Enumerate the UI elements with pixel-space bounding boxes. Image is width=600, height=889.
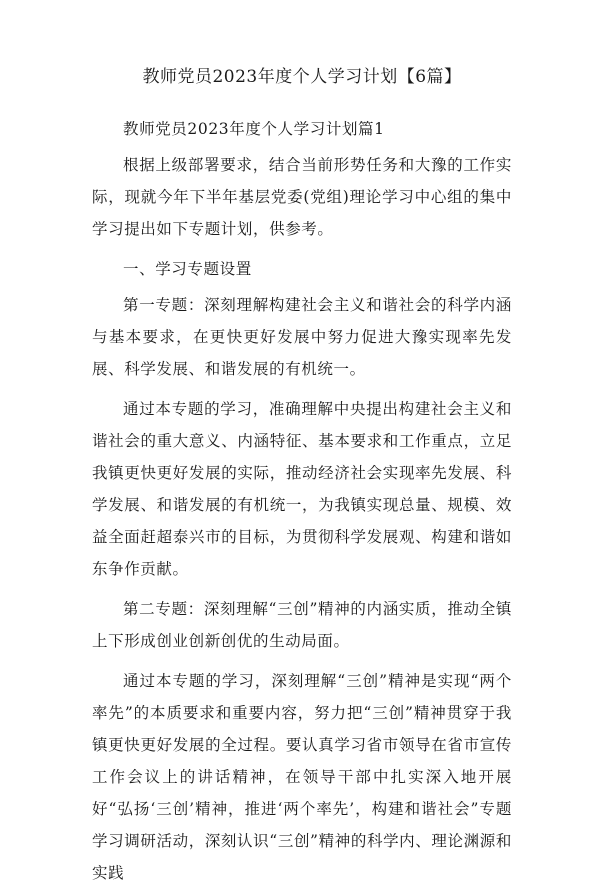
section-heading-study-topics: 一、学习专题设置 — [123, 260, 252, 278]
paragraph-topic-one-detail: 通过本专题的学习，准确理解中央提出构建社会主义和谐社会的重大意义、内涵特征、基本要求和工作重点，立足我镇更快更好发展的实际，推动经济社会实现率先发展、科学发展、和谐发展的有机统一，为我镇实现总量、规模、效益全面赶超泰兴市的目标，为贯彻科学发展观、构建和谐如东争作贡献。 — [92, 400, 512, 578]
paragraph-topic-two: 第二专题：深刻理解“三创”精神的内涵实质，推动全镇上下形成创业创新创优的生动局面。 — [92, 600, 512, 650]
paragraph-topic-one: 第一专题：深刻理解构建社会主义和谐社会的科学内涵与基本要求，在更快更好发展中努力促进大豫实现率先发展、科学发展、和谐发展的有机统一。 — [92, 296, 512, 378]
paragraph-topic-two-detail: 通过本专题的学习，深刻理解“三创”精神是实现“两个率先”的本质要求和重要内容，努力把“三创”精神贯穿于我镇更快更好发展的全过程。要认真学习省市领导在省市宣传工作会议上的讲话精神，在领导干部中扎实深入地开展好“弘扬‘三创’精神，推进‘两个率先’，构建和谐社会”专题学习调研活动，深刻认识“三创”精神的科学内、理论渊源和实践 — [92, 672, 512, 882]
section-heading: 教师党员2023年度个人学习计划篇1 — [123, 120, 385, 138]
document-title: 教师党员2023年度个人学习计划【6篇】 — [142, 67, 462, 87]
paragraph-intro: 根据上级部署要求，结合当前形势任务和大豫的工作实际，现就今年下半年基层党委(党组)理论学习中心组的集中学习提出如下专题计划，供参考。 — [92, 156, 512, 238]
